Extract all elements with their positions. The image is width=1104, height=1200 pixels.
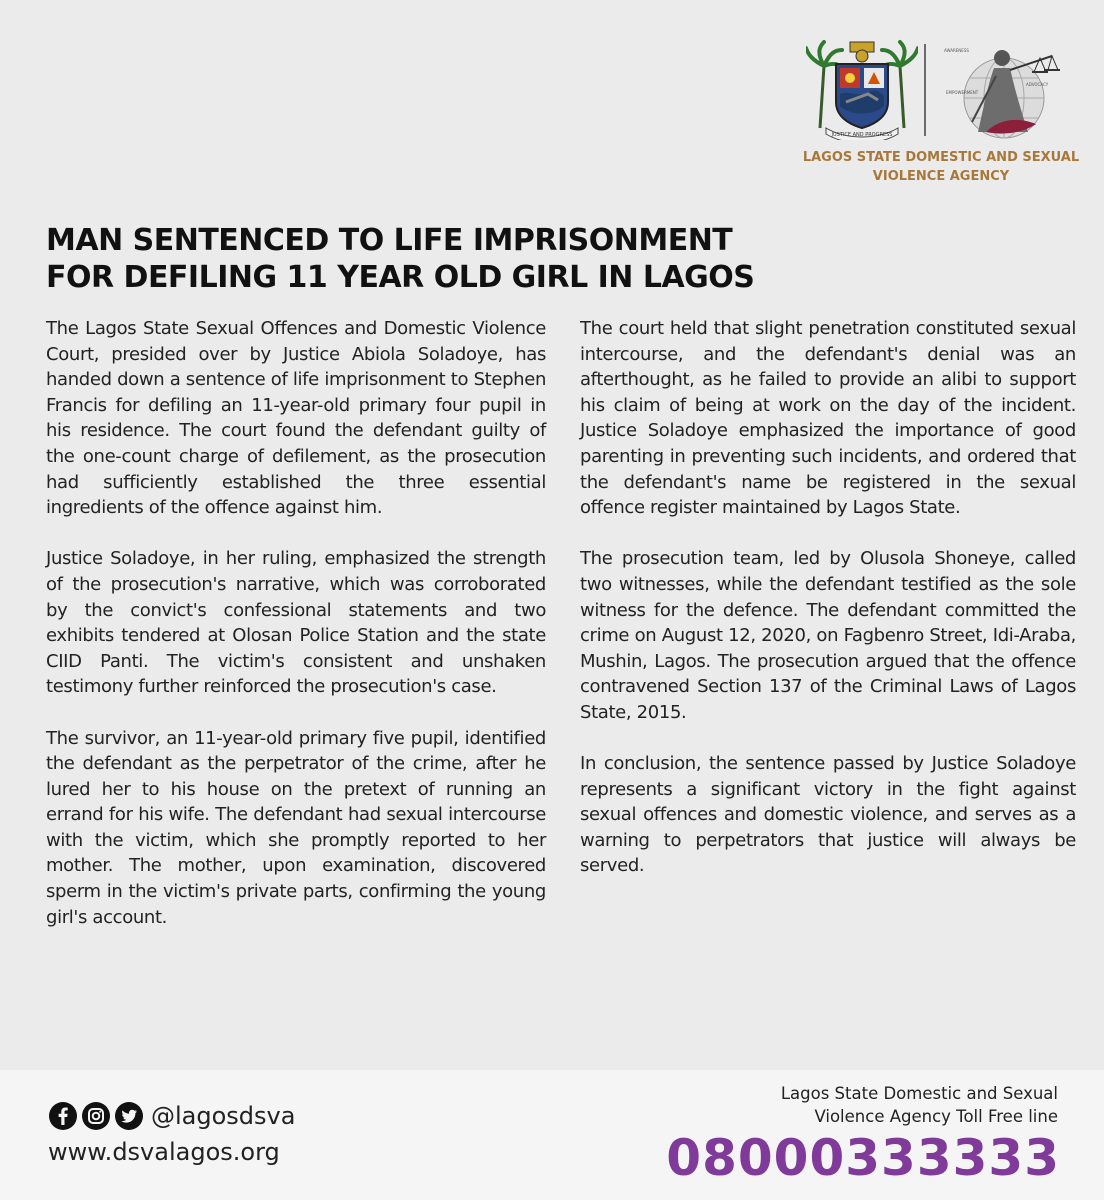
agency-title-line-2: VIOLENCE AGENCY [872,169,1010,184]
article-paragraph: In conclusion, the sentence passed by Justice Soladoye represents a significant victory in the fight against sexual offences and domestic violence, and serves as a warning to perpetrators that justice will always be served. [580,753,1076,877]
article-column-right [580,316,1076,905]
svg-text:AWARENESS: AWARENESS [944,48,969,53]
article-paragraph: The court held that slight penetration constituted sexual intercourse, and the defendant's denial was an afterthought, as he failed to provide an alibi to support his claim of being at work on the day of the incident. Justice Soladoye emphasized the importance of good parenting in preventing such incidents, and ordered that the defendant's name be registered in the sexual offence register maintained by Lagos State. [580,318,1076,519]
facebook-icon[interactable] [48,1101,78,1131]
article-paragraph: The survivor, an 11-year-old primary five pupil, identified the defendant as the perpetrator of the crime, after he lured her to his house on the pretext of running an errand for his wife. The defendant had sexual intercourse with the victim, which she promptly reported to her mother. The mother, upon examination, discovered sperm in the victim's private parts, confirming the young girl's account. [46,727,546,928]
lady-justice-logo [936,36,1066,144]
svg-text:EMPOWERMENT: EMPOWERMENT [946,90,979,95]
lagos-coat-of-arms-logo [806,36,918,140]
article-paragraph: The prosecution team, led by Olusola Shoneye, called two witnesses, while the defendant testified as the sole witness for the defence. The defendant committed the crime on August 12, 2020, on Fagbenro Street, Idi-Araba, Mushin, Lagos. The prosecution argued that the offence contravened Section 137 of the Criminal Laws of Lagos State, 2015. [580,548,1076,723]
svg-text:ADVOCACY: ADVOCACY [1026,82,1049,87]
headline-line-2: FOR DEFILING 11 YEAR OLD GIRL IN LAGOS [46,260,755,295]
headline-line-1: MAN SENTENCED TO LIFE IMPRISONMENT [46,223,733,258]
article-headline [46,222,846,296]
svg-text:JUSTICE AND PROGRESS: JUSTICE AND PROGRESS [831,132,893,138]
toll-free-label [638,1082,1058,1128]
website-link[interactable]: www.dsvalagos.org [48,1138,280,1166]
footer-bar [0,1070,1104,1200]
agency-title [796,148,1086,186]
header-logos [796,36,1086,186]
toll-free-label-line-1: Lagos State Domestic and Sexual [780,1084,1058,1103]
article-paragraph: Justice Soladoye, in her ruling, emphasized the strength of the prosecution's narrative, which was corroborated by the convict's confessional statements and two exhibits tendered at Olosan Police Station and the state CIID Panti. The victim's consistent and unshaken testimony further reinforced the prosecution's case. [46,548,546,698]
article-column-left [46,316,546,956]
social-handle[interactable]: @lagosdsva [151,1102,296,1130]
twitter-icon[interactable] [114,1101,144,1131]
agency-title-line-1: LAGOS STATE DOMESTIC AND SEXUAL [802,150,1080,165]
logo-divider [924,44,926,136]
social-links [48,1098,295,1134]
article-paragraph: The Lagos State Sexual Offences and Domestic Violence Court, presided over by Justice Abiola Soladoye, has handed down a sentence of life imprisonment to Stephen Francis for defiling an 11-year-old primary four pupil in his residence. The court found the defendant guilty of the one-count charge of defilement, as the prosecution had sufficiently established the three essential ingredients of the offence against him. [46,318,546,519]
toll-free-label-line-2: Violence Agency Toll Free line [814,1107,1058,1126]
toll-free-number[interactable]: 08000333333 [666,1129,1060,1187]
instagram-icon[interactable] [81,1101,111,1131]
